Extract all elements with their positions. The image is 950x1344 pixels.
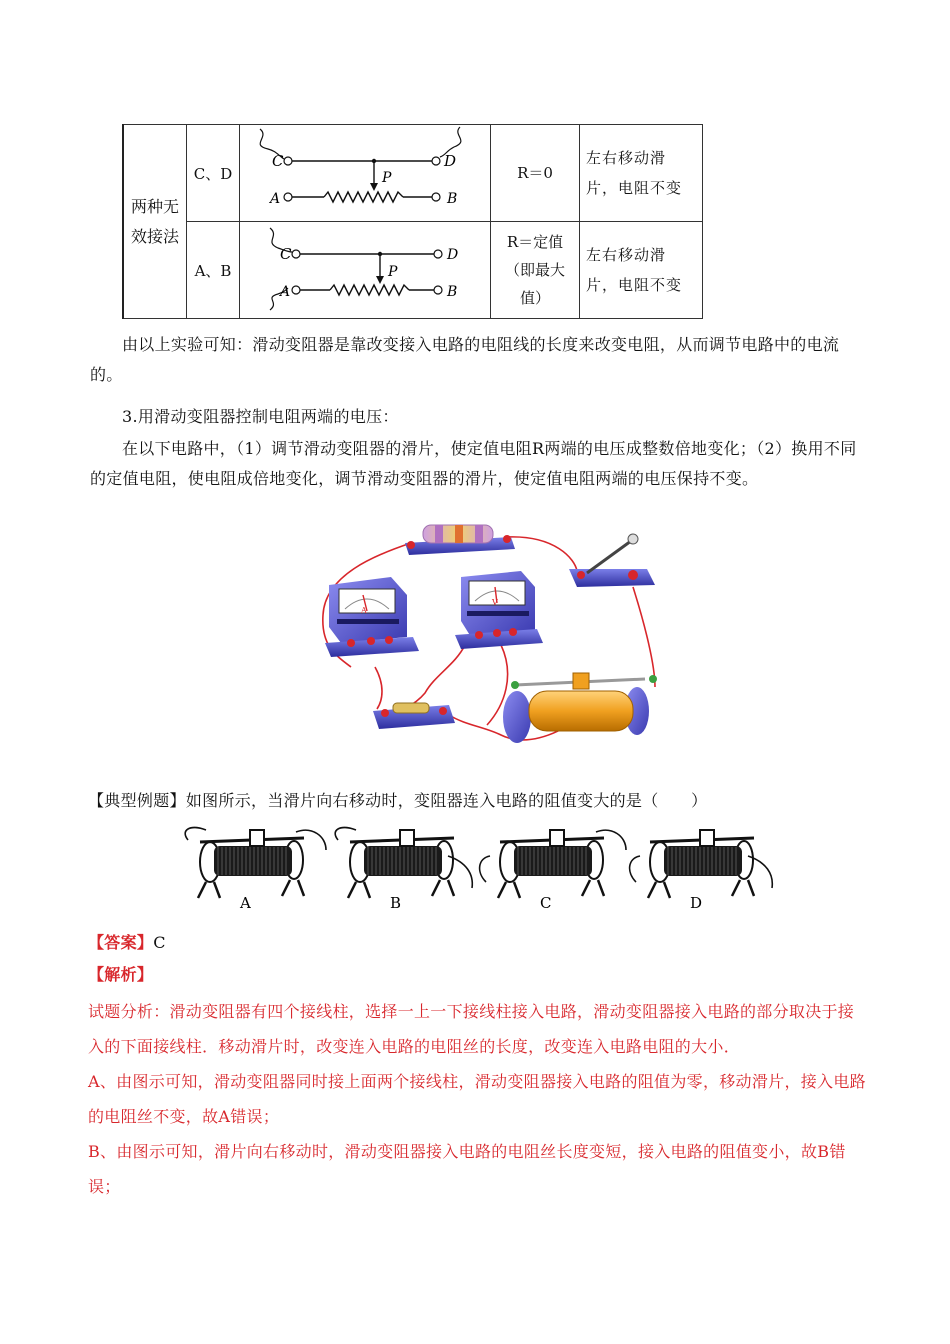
example-tag: 【典型例题】 [88,791,186,810]
voltmeter-label: V [492,598,498,607]
example-question [88,786,888,816]
rheostat [503,673,657,743]
circuit-illustration [315,515,665,745]
resistance-line2: （即最大 [504,261,565,279]
note-line1: 左右移动滑 [586,246,667,264]
terminal-d-icon [434,250,442,258]
terminals-text: C、D [193,164,233,183]
option-label: A [240,894,251,912]
label-b: B [447,191,458,207]
switch [569,534,655,587]
rheostat-options [176,822,776,912]
label-p: P [382,170,392,186]
group-label-line1: 两种无 [130,196,179,216]
terminals-cell [187,222,240,319]
answer-value: C [153,933,166,952]
analysis-item-b: B、由图示可知，滑片向右移动时，滑动变阻器接入电路的电阻丝长度变短，接入电路的阻值变小，故B错误； [88,1142,846,1196]
terminal-b-icon [434,286,442,294]
answer-line [88,928,868,958]
terminals-cell [187,125,240,222]
resistance-cell [491,222,580,319]
option-label: D [690,894,703,912]
group-label-cell [123,125,187,319]
rheostat-option-C [480,830,626,898]
analysis-tag: 【解析】 [88,965,154,984]
note-cell [580,125,703,222]
resistance-text: R＝0 [517,164,553,182]
analysis-heading [88,960,868,990]
terminal-c-icon [292,250,300,258]
fixed-resistor [405,525,515,555]
diagram-cell [240,125,491,222]
label-p: P [388,264,398,280]
terminals-text: A、B [194,261,232,280]
voltmeter [455,571,543,649]
rheostat-option-A [185,828,326,898]
section-3-body: 在以下电路中，（1）调节滑动变阻器的滑片，使定值电阻R两端的电压成整数倍地变化；（2）换用不同的定值电阻，使电阻成倍地变化，调节滑动变阻器的滑片，使定值电阻两端的电压保持不变。 [90,439,857,488]
group-label-line2: 效接法 [130,226,179,246]
section-3-title: 3.用滑动变阻器控制电阻两端的电压： [122,407,399,426]
small-resistor [373,703,455,729]
rheostat-ab-diagram [240,222,490,314]
label-a: A [280,284,291,300]
option-label: B [390,894,402,912]
label-d: D [447,247,459,263]
ammeter [325,577,419,657]
rheostat-option-D [630,830,773,898]
rheostat-cd-diagram [240,125,490,217]
slider-arrow-icon [376,276,384,284]
resistor-zigzag-icon [324,192,403,202]
option-label: C [540,894,552,912]
example-question-text: 如图所示，当滑片向右移动时，变阻器连入电路的阻值变大的是（ ） [185,791,708,810]
diagram-cell [240,222,491,319]
table-row [123,222,703,319]
terminal-a-icon [292,286,300,294]
label-b: B [447,284,458,300]
label-c: C [272,152,284,170]
answer-tag: 【答案】 [88,933,154,952]
slider-arrow-icon [370,183,378,191]
table-row [123,125,703,222]
resistance-line3: 值） [519,289,550,307]
resistance-line1: R＝定值 [506,233,564,251]
label-c: C [280,245,292,263]
terminal-d-icon [432,157,440,165]
rheostat-option-B [335,828,472,898]
conclusion-paragraph: 由以上实验可知：滑动变阻器是靠改变接入电路的电阻线的长度来改变电阻，从而调节电路中的电流的。 [90,335,840,384]
ammeter-label: A [361,606,367,615]
label-d: D [444,152,457,170]
note-line2: 片，电阻不变 [586,179,683,197]
terminal-b-icon [432,193,440,201]
label-a: A [270,191,281,207]
terminal-c-icon [284,157,292,165]
invalid-connections-table [122,124,703,319]
analysis-intro: 试题分析：滑动变阻器有四个接线柱，选择一上一下接线柱接入电路，滑动变阻器接入电路的部分取决于接入的下面接线柱．移动滑片时，改变连入电路的电阻丝的长度，改变连入电路电阻的大小． [88,1002,855,1056]
terminal-a-icon [284,193,292,201]
note-cell [580,222,703,319]
analysis-item-a: A、由图示可知，滑动变阻器同时接上面两个接线柱，滑动变阻器接入电路的阻值为零，移动滑片，接入电路的电阻丝不变，故A错误； [88,1072,866,1126]
note-line1: 左右移动滑 [586,149,667,167]
resistance-cell [491,125,580,222]
note-line2: 片，电阻不变 [586,276,683,294]
resistor-zigzag-icon [330,285,409,295]
